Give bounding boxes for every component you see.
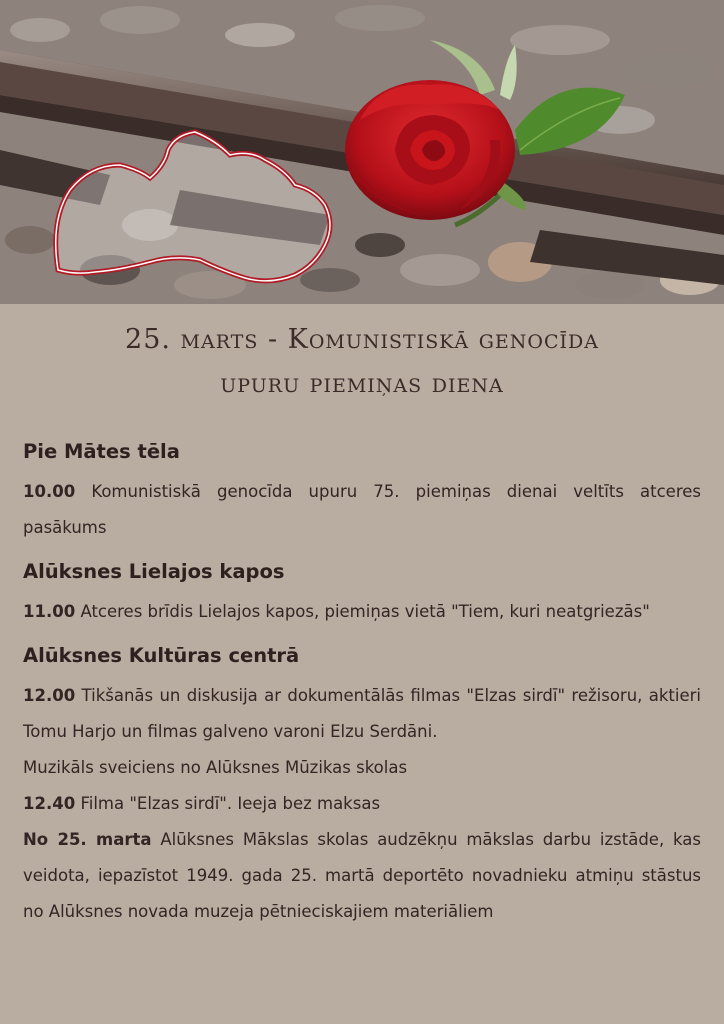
event-text: Filma "Elzas sirdī". Ieeja bez maksas xyxy=(75,794,381,813)
event-program xyxy=(23,438,701,942)
section-heading: Alūksnes Kultūras centrā xyxy=(23,644,300,667)
event-text: Muzikāls sveiciens no Alūksnes Mūzikas skolas xyxy=(23,758,408,777)
rose-on-rails-illustration xyxy=(0,0,724,304)
event-time: 11.00 xyxy=(23,602,76,621)
section-kulturas-centrs xyxy=(23,642,701,930)
section-heading: Pie Mātes tēla xyxy=(23,440,180,463)
hero-image xyxy=(0,0,724,304)
event-text: Alūksnes Mākslas skolas audzēkņu mākslas darbu izstāde, kas veidota, iepazīstot 1949. gada 25. martā deportēto novadnieku atmiņu stāstus no Alūksnes novada muzeja pētnieciskajiem materiāliem xyxy=(23,830,701,921)
section-heading: Alūksnes Lielajos kapos xyxy=(23,560,285,583)
event-time: 12.40 xyxy=(23,794,76,813)
title-line-2: upuru piemiņas diena xyxy=(220,368,504,399)
event-entry xyxy=(23,474,701,546)
red-rose xyxy=(345,80,515,220)
event-text: Komunistiskā genocīda upuru 75. piemiņas dienai veltīts atceres pasākums xyxy=(23,482,701,537)
event-time: 12.00 xyxy=(23,686,76,705)
event-entry xyxy=(23,786,701,822)
section-mates-tels xyxy=(23,438,701,546)
event-entry xyxy=(23,594,701,630)
event-time: No 25. marta xyxy=(23,830,152,849)
page-title xyxy=(0,318,724,406)
event-entry xyxy=(23,678,701,750)
event-entry xyxy=(23,822,701,930)
event-text: Atceres brīdis Lielajos kapos, piemiņas vietā "Tiem, kuri neatgriezās" xyxy=(75,602,650,621)
event-entry xyxy=(23,750,701,786)
section-lielie-kapi xyxy=(23,558,701,630)
event-time: 10.00 xyxy=(23,482,76,501)
event-text: Tikšanās un diskusija ar dokumentālās filmas "Elzas sirdī" režisoru, aktieri Tomu Harjo un filmas galveno varoni Elzu Serdāni. xyxy=(23,686,701,741)
title-line-1: 25. marts - Komunistiskā genocīda xyxy=(125,324,599,355)
